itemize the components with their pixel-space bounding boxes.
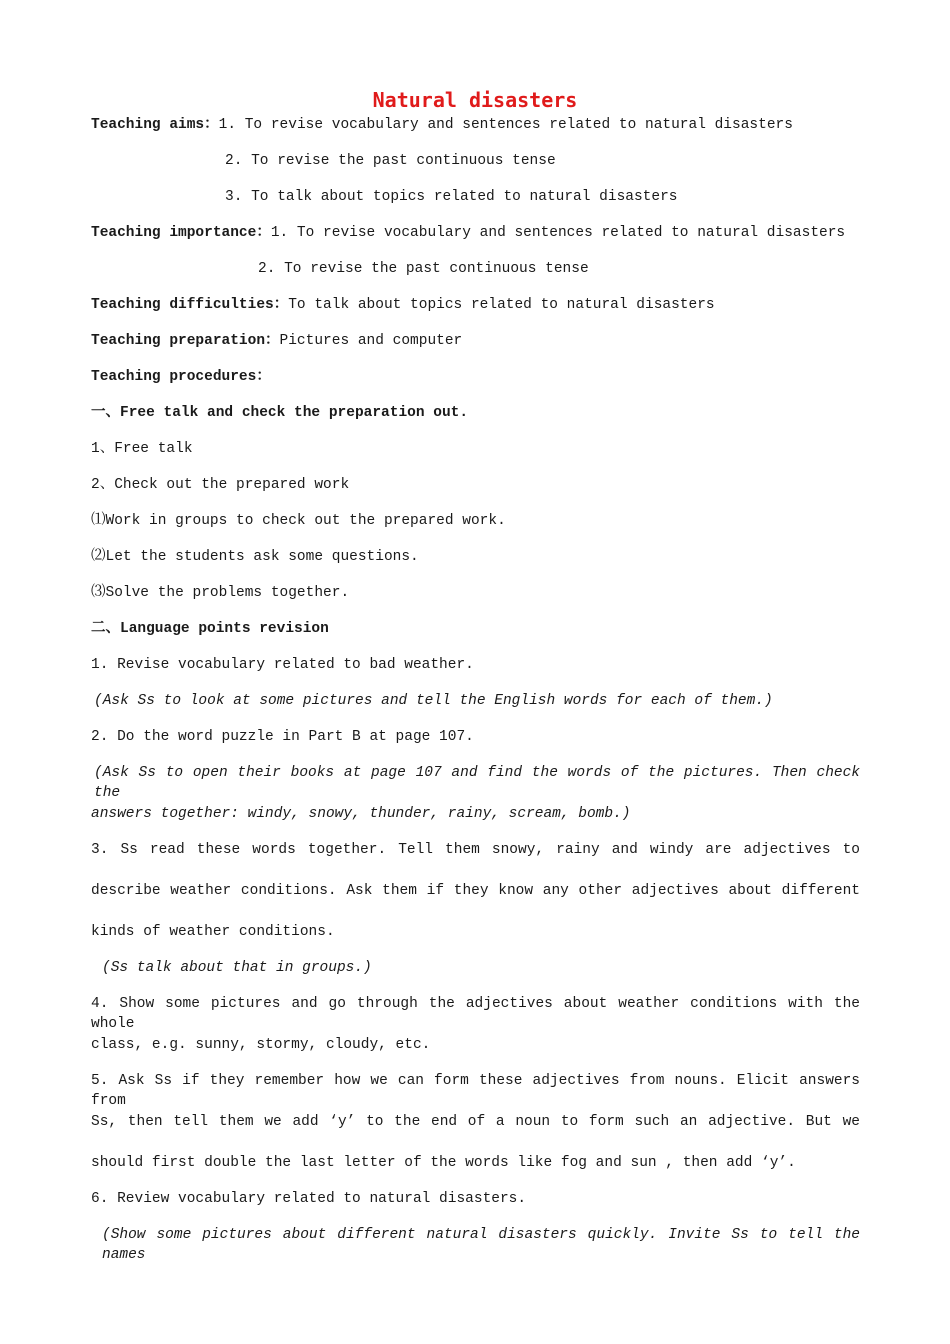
section1-item-2: 2、Check out the prepared work — [91, 477, 350, 493]
aims-item-1: 1. To revise vocabulary and sentences related to natural disasters — [218, 117, 793, 133]
section1-item-5: ⑶Solve the problems together. — [91, 585, 350, 601]
aims-item-2: 2. To revise the past continuous tense — [225, 153, 556, 169]
importance-item-2: 2. To revise the past continuous tense — [258, 261, 589, 277]
importance-item-1: 1. To revise vocabulary and sentences related to natural disasters — [270, 225, 846, 241]
page-title: Natural disasters — [372, 88, 578, 112]
importance-line-1 — [91, 223, 845, 243]
aims-line-1 — [91, 115, 793, 135]
procedures-label: Teaching procedures： — [91, 369, 271, 385]
preparation-text: Pictures and computer — [279, 333, 463, 349]
s2-item-2-note-b: answers together: windy, snowy, thunder, rainy, scream, bomb.) — [91, 806, 631, 822]
difficulties-line — [91, 295, 715, 315]
s2-item-4-a: 4. Show some pictures and go through the adjectives about weather conditions with the whole — [91, 996, 860, 1032]
importance-label: Teaching importance： — [91, 225, 271, 241]
aims-item-3: 3. To talk about topics related to natural disasters — [225, 189, 678, 205]
s2-item-4-b: class, e.g. sunny, stormy, cloudy, etc. — [91, 1037, 431, 1053]
s2-item-5-a: 5. Ask Ss if they remember how we can form these adjectives from nouns. Elicit answers from — [91, 1073, 860, 1109]
preparation-line — [91, 331, 462, 351]
preparation-label: Teaching preparation： — [91, 333, 280, 349]
section1-item-1: 1、Free talk — [91, 441, 193, 457]
aims-label: Teaching aims： — [91, 117, 219, 133]
section1-item-3: ⑴Work in groups to check out the prepared work. — [91, 513, 506, 529]
s2-item-2-note-a: (Ask Ss to open their books at page 107 and find the words of the pictures. Then check the — [94, 765, 860, 801]
s2-item-6-note: (Show some pictures about different natural disasters quickly. Invite Ss to tell the names — [102, 1227, 860, 1263]
s2-item-5-c: should first double the last letter of the words like fog and sun , then add ‘y’. — [91, 1155, 796, 1171]
section1-heading: 一、Free talk and check the preparation out. — [91, 405, 469, 421]
s2-item-5-b: Ss, then tell them we add ‘y’ to the end of a noun to form such an adjective. But we — [91, 1114, 860, 1130]
s2-item-1-note: (Ask Ss to look at some pictures and tell the English words for each of them.) — [94, 693, 773, 709]
s2-item-1: 1. Revise vocabulary related to bad weather. — [91, 657, 474, 673]
s2-item-3-a: 3. Ss read these words together. Tell them snowy, rainy and windy are adjectives to — [91, 842, 860, 858]
s2-item-3-b: describe weather conditions. Ask them if they know any other adjectives about different — [91, 883, 860, 899]
s2-item-3-c: kinds of weather conditions. — [91, 924, 335, 940]
s2-item-6: 6. Review vocabulary related to natural disasters. — [91, 1191, 527, 1207]
section1-item-4: ⑵Let the students ask some questions. — [91, 549, 419, 565]
s2-item-2: 2. Do the word puzzle in Part B at page 107. — [91, 729, 474, 745]
s2-item-3-note: (Ss talk about that in groups.) — [102, 960, 372, 976]
difficulties-text: To talk about topics related to natural disasters — [288, 297, 715, 313]
difficulties-label: Teaching difficulties： — [91, 297, 289, 313]
section2-heading: 二、Language points revision — [91, 621, 329, 637]
